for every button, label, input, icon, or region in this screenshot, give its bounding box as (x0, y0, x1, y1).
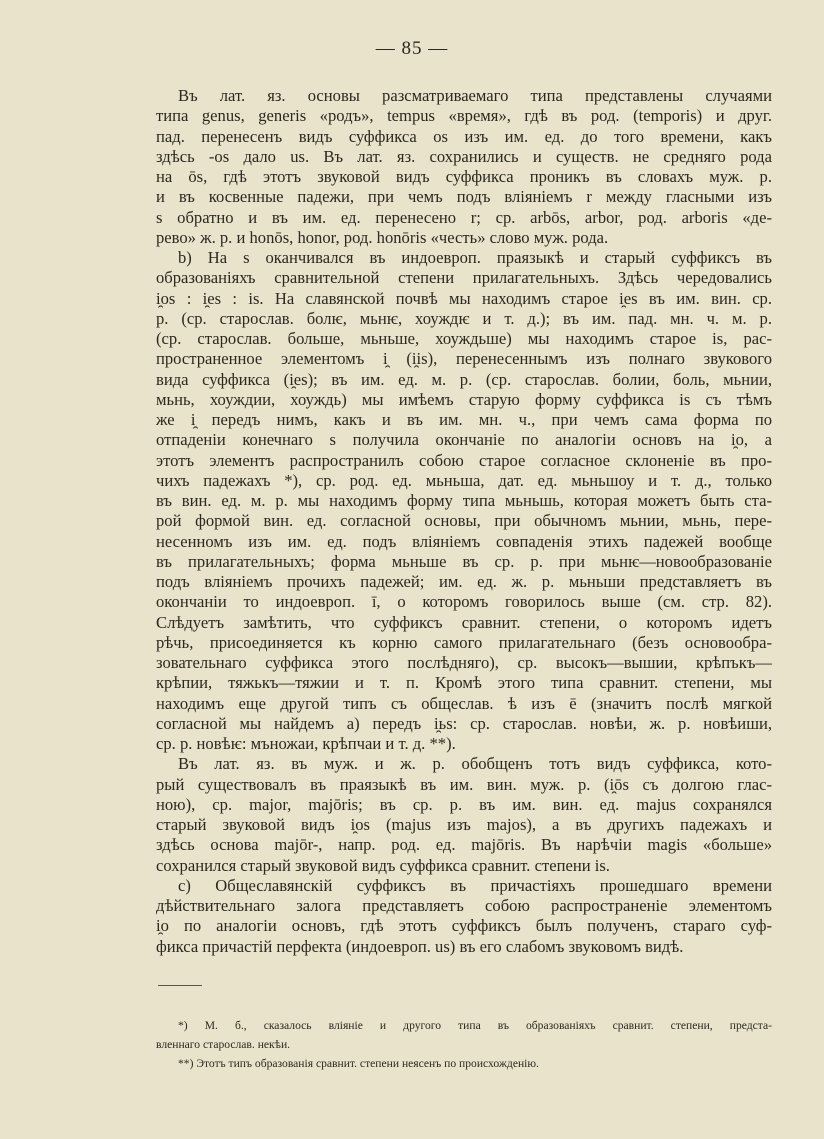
text-line: рый существовалъ въ праязыкѣ въ им. вин. муж. р. (i̯ōs съ долгою глас- (156, 774, 772, 794)
text-line: въ прилагательныхъ; форма мьньше въ ср. р. при мьнѥ—новообразованіе (156, 551, 772, 571)
paragraph (156, 248, 772, 754)
body-text (156, 86, 772, 957)
text-line: на ōs, гдѣ этотъ звуковой видъ суффикса проникъ въ словахъ муж. р. (156, 167, 772, 186)
text-line: сохранился старый звуковой видъ суффикса сравнит. степени is. (156, 855, 610, 875)
text-line: дѣйствительнаго залога представляетъ собою распространеніе элементомъ (156, 896, 772, 915)
text-line: мьнь, хоуждии, хоуждь) мы имѣемъ старую форму суффикса is съ тѣмъ (156, 389, 772, 409)
text-line: здѣсь основа majōr-, напр. род. ед. majōris. Въ нарѣчіи magis «больше» (156, 835, 772, 855)
text-line: ною), ср. major, majōris; въ ср. р. въ им. вин. ед. majus сохранялся (156, 794, 772, 814)
text-line: старый звуковой видъ i̯os (majus изъ majos), а въ другихъ падежахъ и (156, 815, 772, 834)
text-line: b) На s оканчивался въ индоевроп. праязыкѣ и старый суффиксъ въ (178, 248, 772, 267)
text-line: подъ вліяніемъ прочихъ падежей; им. ед. ж. р. мьньши представляетъ въ (156, 572, 772, 591)
text-line: s обратно и въ им. ед. перенесено r; ср. arbōs, arbor, род. arboris «де- (156, 207, 772, 227)
text-line: отпаденіи конечнаго s получила окончаніе по аналогіи основъ на i̯o, а (156, 430, 772, 450)
text-line: крѣпии, тяжькъ—тяжии и т. п. Кромѣ этого типа сравнит. степени, мы (156, 673, 772, 693)
text-line: несенномъ изъ им. ед. подъ вліяніемъ совпаденія этихъ падежей вообще (156, 531, 772, 551)
text-line: этотъ элементъ распространилъ собою старое согласное склоненіе въ про- (156, 450, 772, 470)
text-line: типа genus, generis «родъ», tempus «время», гдѣ въ род. (temporis) и друг. (156, 106, 772, 126)
footnote-line: *) М. б., сказалось вліяніе и другого типа въ образованіяхъ сравнит. степени, предста- (178, 1019, 772, 1032)
text-line: Въ лат. яз. основы разсматриваемаго типа представлены случаями (178, 86, 772, 105)
footnote-divider (158, 985, 202, 986)
text-line: согласной мы найдемъ а) передъ i̯ьs: ср. старослав. новѣи, ж. р. новѣиши, (156, 713, 772, 733)
text-line: находимъ еще другой типъ съ общеслав. ѣ изъ ē (значитъ послѣ мягкой (156, 693, 772, 713)
footnote-line: вленнаго старослав. некѣи. (156, 1038, 291, 1051)
paragraph (156, 86, 772, 248)
text-line: чихъ падежахъ *), ср. род. ед. мьньша, дат. ед. мьньшоу и т. д., только (156, 470, 772, 490)
page-number: — 85 — (375, 38, 449, 59)
text-line: Слѣдуетъ замѣтить, что суффиксъ сравнит. степени, о которомъ идетъ (156, 612, 772, 632)
text-line: i̯o по аналогіи основъ, гдѣ этотъ суффиксъ былъ полученъ, стараго суф- (156, 916, 772, 936)
text-line: c) Общеславянскій суффиксъ въ причастіяхъ прошедшаго времени (178, 875, 772, 895)
text-line: зовательнаго суффикса этого послѣдняго), ср. высокъ—вышии, крѣпъкъ— (156, 653, 772, 672)
text-line: рой формой вин. ед. согласной основы, при обычномъ мьнии, мьнь, пере- (156, 511, 772, 531)
text-line: вида суффикса (i̯es); въ им. ед. м. р. (ср. старослав. болии, боль, мьнии, (156, 369, 772, 389)
text-line: i̯os : i̯es : is. На славянской почвѣ мы находимъ старое i̯es въ им. вин. ср. (156, 288, 772, 308)
footnote (156, 1054, 772, 1073)
footnotes (156, 1016, 772, 1073)
text-line: Въ лат. яз. въ муж. и ж. р. обобщенъ тотъ видъ суффикса, кото- (178, 754, 772, 774)
text-line: же i̯ передъ нимъ, какъ и въ им. мн. ч., при чемъ сама форма по (156, 410, 772, 429)
text-line: р. (ср. старослав. болѥ, мьнѥ, хоуждѥ и т. д.); въ им. пад. мн. ч. м. р. (156, 308, 772, 328)
paragraph (156, 876, 772, 957)
text-line: фикса причастій перфекта (индоевроп. us) въ его слабомъ звуковомъ видѣ. (156, 936, 684, 956)
text-line: ср. р. новѣѥ: мъножаи, крѣпчаи и т. д. **). (156, 734, 456, 753)
text-line: окончаніи то индоевроп. ī, о которомъ говорилось выше (см. стр. 82). (156, 592, 772, 612)
text-line: пад. перенесенъ видъ суффикса os изъ им. ед. до того времени, какъ (156, 126, 772, 146)
text-line: пространенное элементомъ i̯ (i̯is), перенесеннымъ изъ полнаго звукового (156, 349, 772, 369)
text-line: въ вин. ед. м. р. мы находимъ форму типа мьньшь, которая можетъ быть ста- (156, 491, 772, 510)
text-line: образованіяхъ сравнительной степени прилагательныхъ. Здѣсь чередовались (156, 268, 772, 288)
text-line: и въ косвенные падежи, при чемъ подъ вліяніемъ r между гласными изъ (156, 187, 772, 207)
text-line: (ср. старослав. больше, мьньше, хоуждьше) мы находимъ старое is, рас- (156, 329, 772, 348)
paragraph (156, 754, 772, 876)
text-line: рево» ж. р. и honōs, honor, род. honōris «честь» слово муж. рода. (156, 227, 609, 247)
text-line: рѣчь, присоединяется къ корню самого прилагательнаго (безъ основообра- (156, 632, 772, 652)
footnote (156, 1016, 772, 1054)
footnote-line: **) Этотъ типъ образованія сравнит. степени неясенъ по происхожденію. (178, 1057, 539, 1070)
text-line: здѣсь -os дало us. Въ лат. яз. сохранились и существ. не средняго рода (156, 146, 772, 166)
